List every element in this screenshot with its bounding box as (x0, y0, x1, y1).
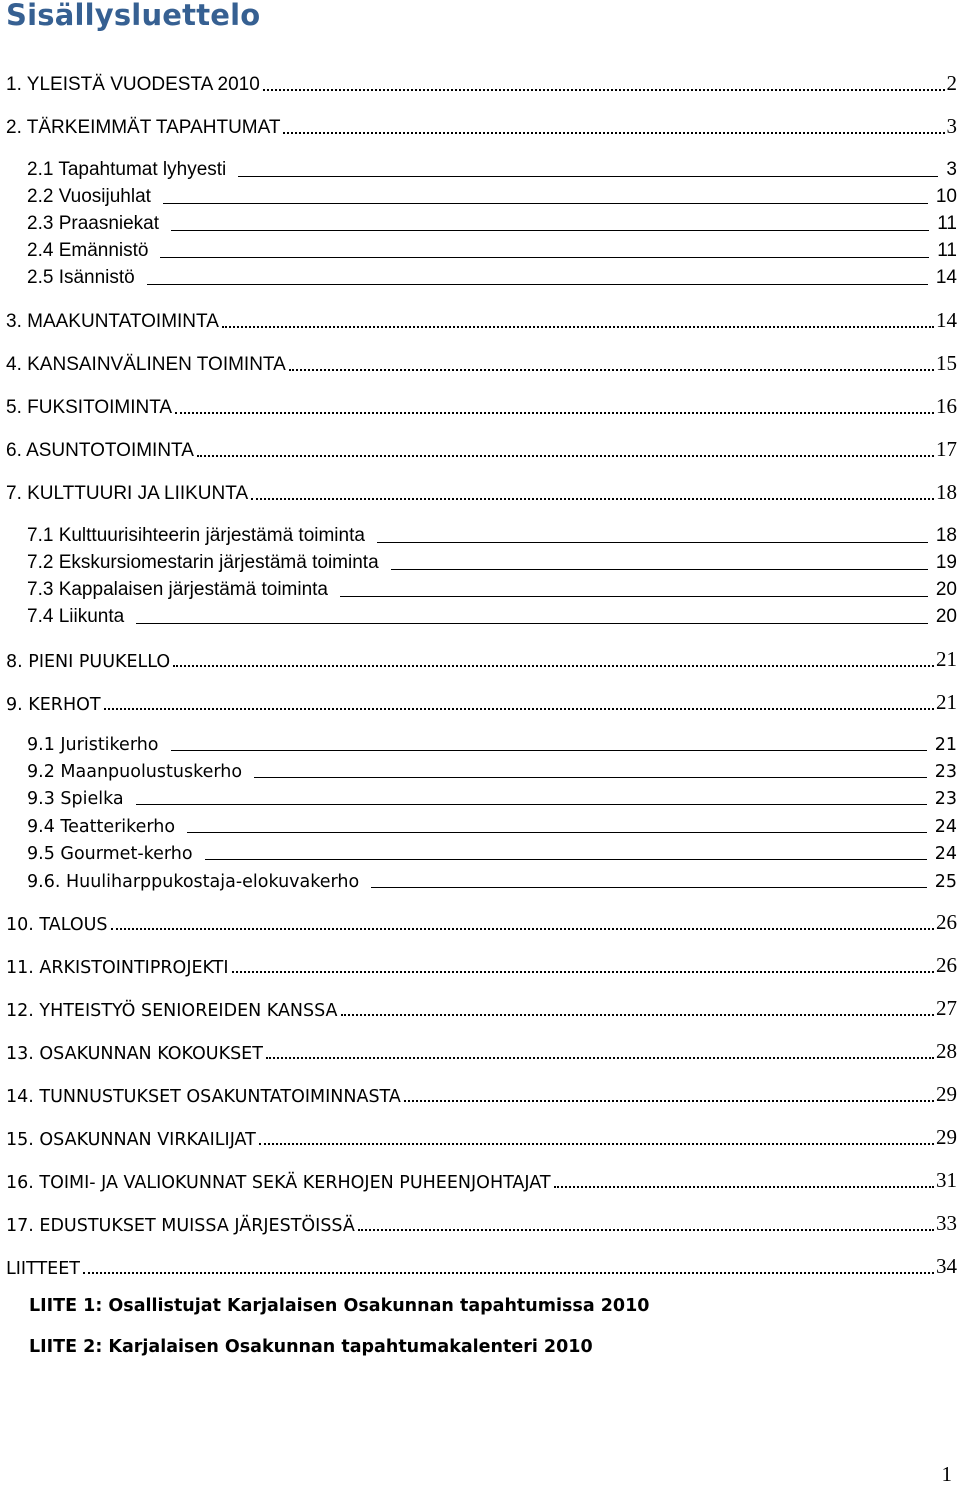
toc-entry-page: 21 (936, 647, 957, 671)
dot-leader (404, 1100, 934, 1102)
toc-subentry (27, 236, 957, 262)
toc-entry-label: 13. OSAKUNNAN KOKOUKSET (6, 1044, 263, 1064)
toc-entry-page: 14 (935, 267, 957, 288)
toc-entry-label: LIITTEET (6, 1259, 80, 1279)
toc-entry (6, 952, 957, 978)
toc-entry (6, 1167, 957, 1193)
toc-entry-page: 21 (934, 735, 957, 755)
toc-entry-label: 11. ARKISTOINTIPROJEKTI (6, 958, 229, 978)
toc-entry-label: 7.4 Liikunta (27, 606, 125, 627)
dot-leader (173, 665, 934, 667)
underline-leader (205, 859, 927, 860)
toc-entry-page: 21 (936, 690, 957, 714)
toc-entry (6, 995, 957, 1021)
toc-entry-label: 10. TALOUS (6, 915, 108, 935)
underline-leader (340, 596, 928, 597)
toc-entry-page: 3 (946, 114, 957, 138)
toc-entry (6, 1253, 957, 1279)
toc-subentry (27, 182, 957, 208)
toc-entry-label: 2.3 Praasniekat (27, 213, 160, 234)
underline-leader (371, 887, 926, 888)
toc-entry-label: 6. ASUNTOTOIMINTA (6, 440, 194, 461)
toc-entry-label: 12. YHTEISTYÖ SENIOREIDEN KANSSA (6, 1001, 338, 1021)
toc-entry (6, 70, 957, 96)
underline-leader (147, 284, 928, 285)
dot-leader (358, 1229, 934, 1231)
toc-entry-page: 29 (936, 1082, 957, 1106)
toc-entry-label: 2.5 Isännistö (27, 267, 135, 288)
toc-entry-page: 31 (936, 1168, 957, 1192)
underline-leader (254, 777, 927, 778)
dot-leader (197, 455, 934, 457)
dot-leader (104, 708, 934, 710)
toc-entry-label: 5. FUKSITOIMINTA (6, 397, 173, 418)
appendix-entry: LIITE 2: Karjalaisen Osakunnan tapahtumakalenteri 2010 (29, 1337, 593, 1357)
toc-entry-page: 25 (934, 872, 957, 892)
toc-entry (6, 307, 957, 333)
dot-leader (259, 1143, 934, 1145)
toc-entry-label: 16. TOIMI- JA VALIOKUNNAT SEKÄ KERHOJEN PUHEENJOHTAJAT (6, 1173, 551, 1193)
toc-entry-page: 24 (934, 844, 957, 864)
toc-subentry (27, 811, 957, 837)
toc-subentry (27, 155, 957, 181)
underline-leader (187, 832, 927, 833)
toc-entry (6, 350, 957, 376)
dot-leader (266, 1057, 934, 1059)
toc-entry (6, 393, 957, 419)
underline-leader (391, 569, 928, 570)
toc-entry-label: 7. KULTTUURI JA LIIKUNTA (6, 483, 249, 504)
toc-entry-page: 26 (936, 953, 957, 977)
toc-entry-page: 11 (937, 213, 957, 234)
toc-entry-label: 3. MAAKUNTATOIMINTA (6, 311, 219, 332)
toc-subentry (27, 783, 957, 809)
toc-subentry (27, 575, 957, 601)
dot-leader (554, 1186, 934, 1188)
toc-entry-label: 7.1 Kulttuurisihteerin järjestämä toiminta (27, 525, 365, 546)
toc-entry-label: 2.1 Tapahtumat lyhyesti (27, 159, 227, 180)
toc-subentry (27, 756, 957, 782)
toc-entry-page: 28 (936, 1039, 957, 1063)
dot-leader (341, 1014, 934, 1016)
toc-subentry (27, 729, 957, 755)
toc-entry-page: 11 (937, 240, 957, 261)
toc-entry-label: 7.2 Ekskursiomestarin järjestämä toiminta (27, 552, 379, 573)
toc-entry (6, 479, 957, 505)
underline-leader (171, 230, 929, 231)
toc-subentry (27, 263, 957, 289)
toc-entry (6, 689, 957, 715)
toc-entry-page: 27 (936, 996, 957, 1020)
toc-entry-label: 9.2 Maanpuolustuskerho (27, 762, 243, 782)
dot-leader (251, 498, 934, 500)
underline-leader (171, 750, 927, 751)
toc-entry-label: 8. PIENI PUUKELLO (6, 652, 171, 672)
toc-entry-page: 23 (934, 762, 957, 782)
underline-leader (136, 623, 928, 624)
toc-entry-label: 2.4 Emännistö (27, 240, 149, 261)
dot-leader (283, 132, 944, 134)
toc-entry-page: 3 (946, 159, 957, 180)
toc-entry-label: 4. KANSAINVÄLINEN TOIMINTA (6, 354, 286, 375)
toc-entry (6, 1124, 957, 1150)
toc-entry-label: 17. EDUSTUKSET MUISSA JÄRJESTÖISSÄ (6, 1216, 355, 1236)
toc-subentry (27, 548, 957, 574)
toc-entry-page: 23 (934, 789, 957, 809)
dot-leader (232, 971, 934, 973)
toc-entry-page: 17 (936, 437, 957, 461)
toc-entry-page: 34 (936, 1254, 957, 1278)
toc-entry-label: 9. KERHOT (6, 695, 101, 715)
dot-leader (111, 928, 934, 930)
toc-entry (6, 646, 957, 672)
toc-subentry (27, 866, 957, 892)
underline-leader (160, 257, 929, 258)
toc-entry-page: 18 (936, 480, 957, 504)
toc-entry-page: 14 (936, 308, 957, 332)
toc-entry-page: 26 (936, 910, 957, 934)
toc-entry-page: 15 (936, 351, 957, 375)
toc-entry-label: 2.2 Vuosijuhlat (27, 186, 151, 207)
toc-entry-label: 14. TUNNUSTUKSET OSAKUNTATOIMINNASTA (6, 1087, 401, 1107)
toc-entry (6, 436, 957, 462)
toc-entry-page: 16 (936, 394, 957, 418)
toc-entry (6, 1081, 957, 1107)
underline-leader (377, 542, 928, 543)
dot-leader (175, 412, 934, 414)
page-number: 1 (941, 1462, 952, 1486)
toc-entry-label: 9.5 Gourmet-kerho (27, 844, 193, 864)
toc-entry-page: 10 (935, 186, 957, 207)
toc-entry (6, 909, 957, 935)
toc-entry-label: 15. OSAKUNNAN VIRKAILIJAT (6, 1130, 256, 1150)
dot-leader (289, 369, 934, 371)
toc-entry-page: 20 (935, 579, 957, 600)
toc-entry-page: 20 (935, 606, 957, 627)
toc-entry-page: 2 (946, 71, 957, 95)
toc-entry-page: 19 (935, 552, 957, 573)
underline-leader (136, 804, 927, 805)
toc-subentry (27, 521, 957, 547)
toc-subentry (27, 209, 957, 235)
toc-entry (6, 1210, 957, 1236)
toc-entry-page: 18 (935, 525, 957, 546)
toc-entry-label: 9.6. Huuliharppukostaja-elokuvakerho (27, 872, 360, 892)
toc-entry (6, 1038, 957, 1064)
toc-entry-label: 9.1 Juristikerho (27, 735, 159, 755)
dot-leader (263, 89, 945, 91)
toc-entry-label: 9.4 Teatterikerho (27, 817, 176, 837)
toc-entry-page: 33 (936, 1211, 957, 1235)
underline-leader (163, 203, 928, 204)
toc-entry-page: 29 (936, 1125, 957, 1149)
toc-entry-label: 9.3 Spielka (27, 789, 124, 809)
toc-entry-page: 24 (934, 817, 957, 837)
toc-subentry (27, 602, 957, 628)
dot-leader (222, 326, 934, 328)
toc-entry-label: 7.3 Kappalaisen järjestämä toiminta (27, 579, 329, 600)
toc-entry (6, 113, 957, 139)
underline-leader (238, 176, 938, 177)
toc-entry-label: 2. TÄRKEIMMÄT TAPAHTUMAT (6, 117, 281, 138)
toc-subentry (27, 838, 957, 864)
dot-leader (83, 1272, 934, 1274)
toc-entry-label: 1. YLEISTÄ VUODESTA 2010 (6, 74, 260, 95)
appendix-entry: LIITE 1: Osallistujat Karjalaisen Osakunnan tapahtumissa 2010 (29, 1296, 650, 1316)
document-title: Sisällysluettelo (6, 0, 261, 32)
